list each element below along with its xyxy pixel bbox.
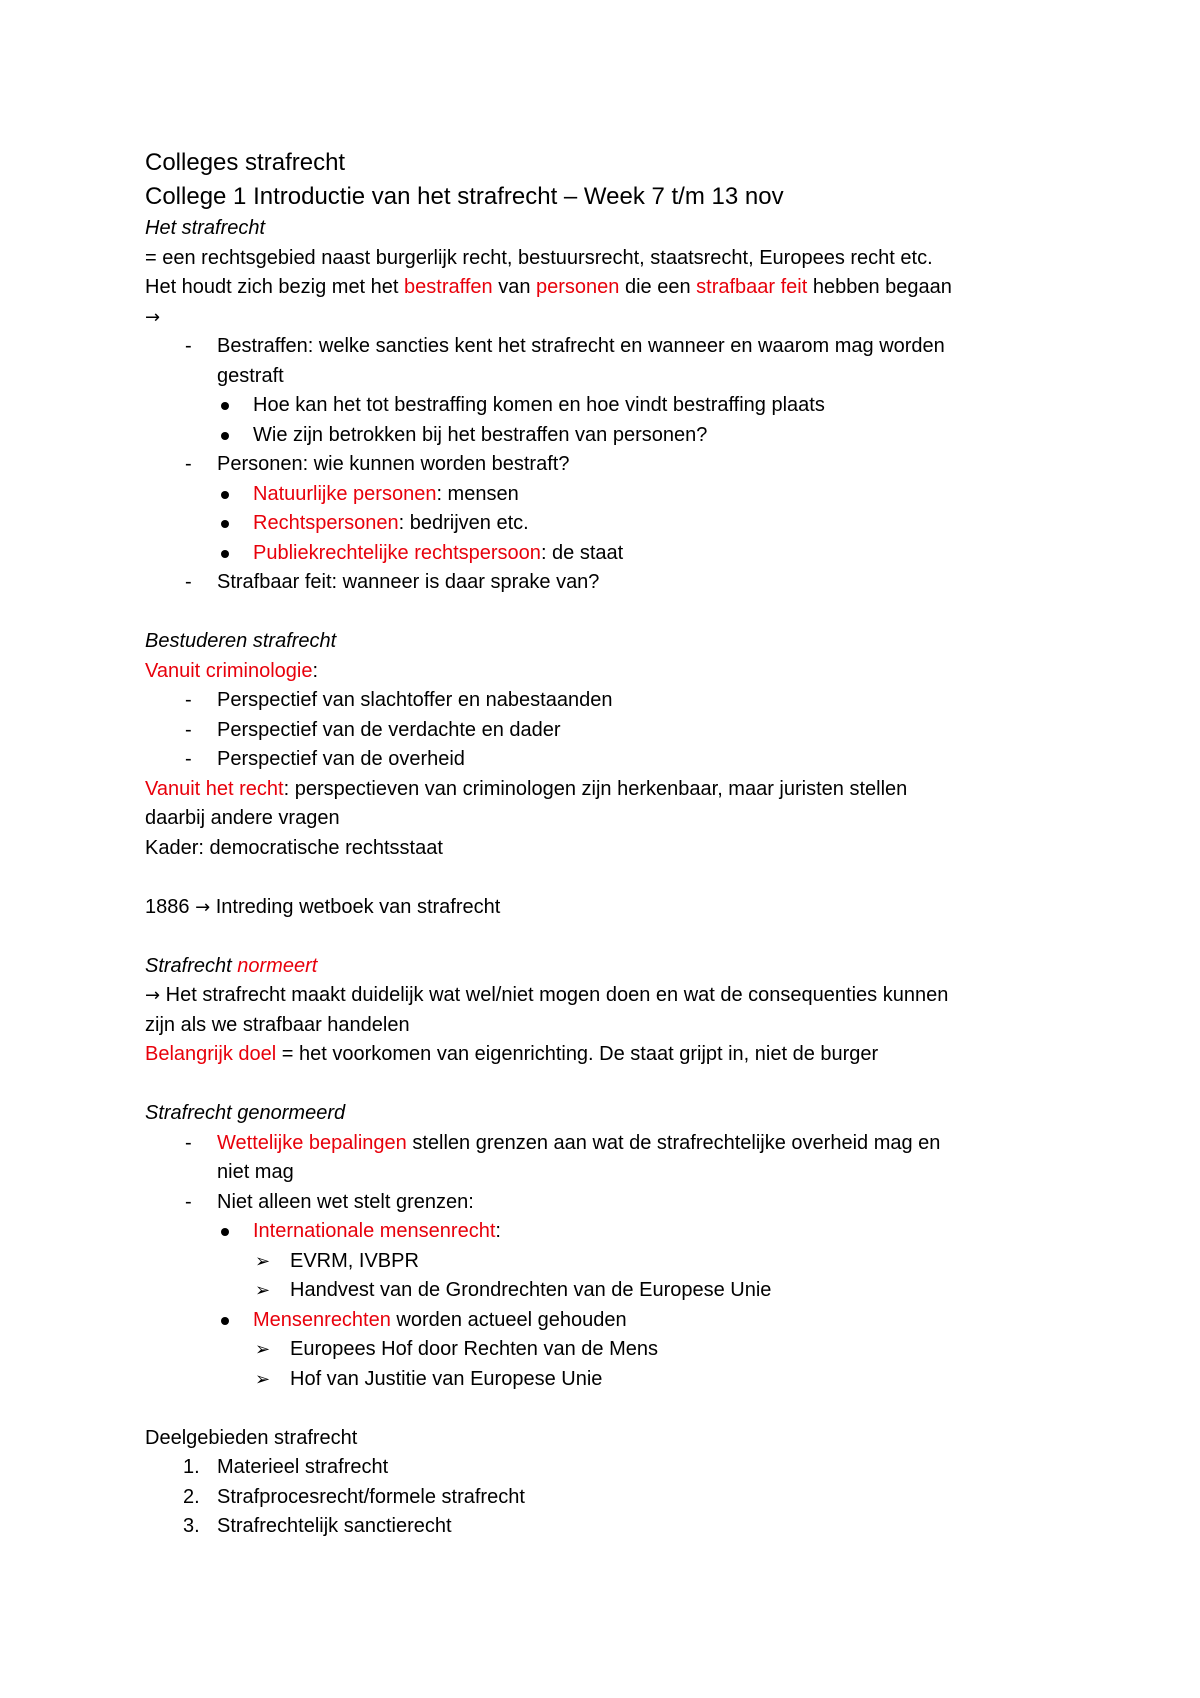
criminologie-line: Vanuit criminologie: (145, 659, 319, 682)
intro-line: Het houdt zich bezig met het bestraffen van personen die een strafbaar feit hebben begaan (145, 276, 952, 298)
arrowhead-item: ➢ Hof van Justitie van Europese Unie (145, 1365, 1075, 1395)
definition-line: = een rechtsgebied naast burgerlijk recht, bestuursrecht, staatsrecht, Europees recht etc. (145, 246, 933, 269)
recht-line-continuation: daarbij andere vragen (145, 807, 340, 829)
bullet-icon (221, 550, 229, 558)
dash-item: - Wettelijke bepalingen stellen grenzen aan wat de strafrechtelijke overheid mag en (185, 1131, 941, 1154)
dash-item: - Perspectief van slachtoffer en nabestaanden (185, 689, 613, 711)
dash-item: - Niet alleen wet stelt grenzen: (185, 1190, 474, 1213)
normeert-line-continuation: zijn als we strafbaar handelen (145, 1013, 410, 1036)
dash-item: - Perspectief van de verdachte en dader (185, 718, 561, 741)
arrowhead-item: ➢ EVRM, IVBPR (145, 1247, 1075, 1277)
bullet-item: Wie zijn betrokken bij het bestraffen van personen? (145, 421, 1075, 451)
arrowhead-item: ➢ Europees Hof door Rechten van de Mens (145, 1335, 1075, 1365)
dash-item: - Bestraffen: welke sancties kent het strafrecht en wanneer en waarom mag worden (185, 335, 945, 357)
document-body (145, 146, 1075, 1542)
arrow-right-icon: → (195, 896, 211, 918)
bullet-icon (221, 402, 229, 410)
year-line: 1886 → Intreding wetboek van strafrecht (145, 895, 501, 918)
arrowhead-icon: ➢ (255, 1339, 271, 1359)
arrow-right-icon: → (145, 306, 161, 328)
arrowhead-icon: ➢ (255, 1368, 271, 1389)
arrowhead-icon: ➢ (255, 1280, 271, 1300)
dash-item-continuation: niet mag (217, 1161, 294, 1183)
bullet-item: Publiekrechtelijke rechtspersoon: de staat (145, 539, 1075, 569)
bullet-icon (221, 520, 229, 528)
bullet-icon (221, 432, 229, 440)
section-heading-bestuderen: Bestuderen strafrecht (145, 630, 337, 652)
doel-line: Belangrijk doel = het voorkomen van eigenrichting. De staat grijpt in, niet de burger (145, 1043, 879, 1065)
dash-item: - Perspectief van de overheid (185, 748, 465, 770)
dash-item-continuation: gestraft (217, 364, 284, 387)
numbered-item: 3. Strafrechtelijk sanctierecht (183, 1515, 452, 1537)
document-title: Colleges strafrecht (145, 149, 346, 176)
recht-line: Vanuit het recht: perspectieven van criminologen zijn herkenbaar, maar juristen stellen (145, 777, 908, 800)
bullet-item: Mensenrechten worden actueel gehouden (145, 1306, 1075, 1336)
arrowhead-item: ➢ Handvest van de Grondrechten van de Europese Unie (145, 1276, 1075, 1306)
kader-line: Kader: democratische rechtsstaat (145, 836, 443, 859)
dash-item: - Strafbaar feit: wanneer is daar sprake van? (185, 571, 600, 593)
bullet-item: Rechtspersonen: bedrijven etc. (145, 509, 1075, 539)
bullet-item: Natuurlijke personen: mensen (145, 480, 1075, 510)
normeert-line: → Het strafrecht maakt duidelijk wat wel/niet mogen doen en wat de consequenties kunnen (145, 984, 949, 1006)
section-heading-deelgebieden: Deelgebieden strafrecht (145, 1426, 358, 1449)
section-heading-genormeerd: Strafrecht genormeerd (145, 1102, 346, 1124)
arrowhead-icon: ➢ (255, 1250, 271, 1271)
numbered-item: 1. Materieel strafrecht (183, 1456, 389, 1478)
section-heading-normeert: Strafrecht normeert (145, 954, 318, 977)
dash-item: - Personen: wie kunnen worden bestraft? (185, 453, 570, 475)
section-heading-het-strafrecht: Het strafrecht (145, 217, 266, 239)
arrow-right-icon: → (145, 985, 161, 1006)
numbered-item: 2. Strafprocesrecht/formele strafrecht (183, 1485, 525, 1508)
bullet-item: Hoe kan het tot bestraffing komen en hoe vindt bestraffing plaats (145, 391, 1075, 421)
college-heading: College 1 Introductie van het strafrecht – Week 7 t/m 13 nov (145, 183, 784, 210)
bullet-icon (221, 1317, 229, 1325)
bullet-icon (221, 491, 229, 499)
bullet-item: Internationale mensenrecht: (145, 1217, 1075, 1247)
bullet-icon (221, 1228, 229, 1236)
